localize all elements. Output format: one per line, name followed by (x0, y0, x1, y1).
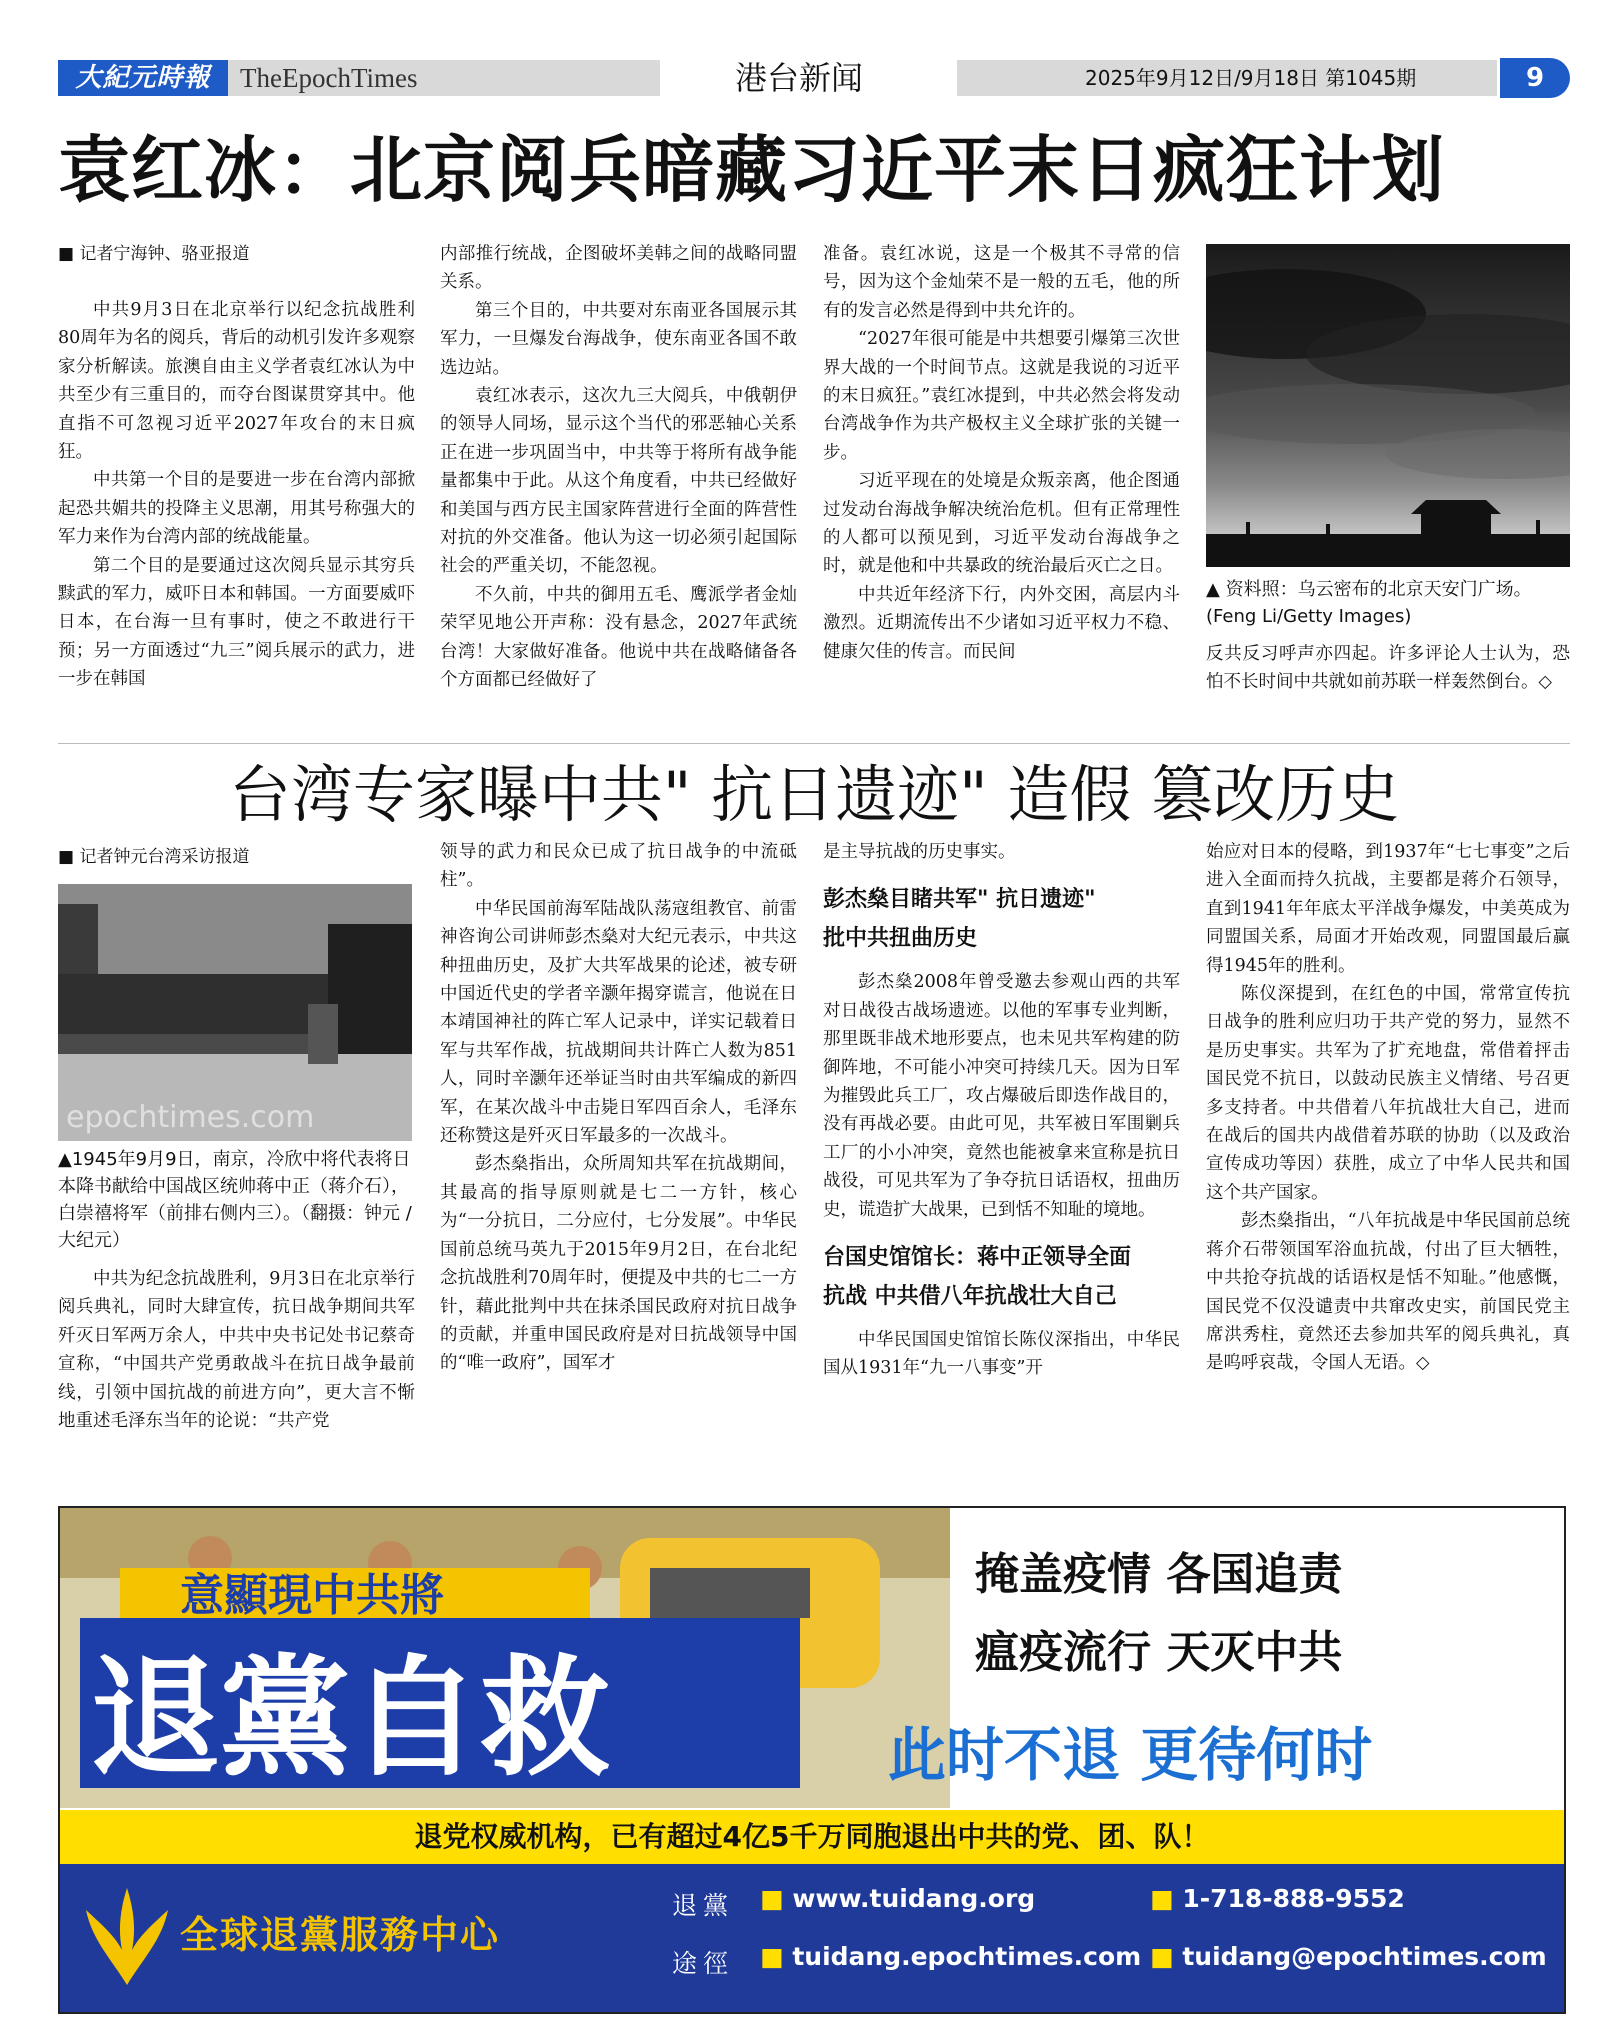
paragraph: 领导的武力和民众已成了抗日战争的中流砥柱”。 (440, 842, 797, 891)
ad-slogan-1: 掩盖疫情 各国追责 (975, 1549, 1343, 1600)
article1-column-1 (58, 240, 415, 694)
paragraph: 中共9月3日在北京举行以纪念抗战胜利80周年为名的阅兵，背后的动机引发许多观察家分析解读。旅澳自由主义学者袁红冰认为中共至少有三重目的，而夺台图谋贯穿其中。他直指不可忽视习近平2027年攻台的末日疯狂。 (58, 300, 415, 463)
section-title: 港台新闻 (735, 59, 864, 97)
phoenix-icon (82, 1880, 172, 1990)
issue-dateline: 2025年9月12日/9月18日 第1045期 (1085, 66, 1417, 90)
article1-headline: 袁红冰：北京阅兵暗藏习近平末日疯狂计划 (58, 128, 1446, 212)
paragraph: 是主导抗战的历史事实。 (823, 842, 1016, 862)
newspaper-logo-english: TheEpochTimes (240, 63, 418, 93)
paragraph: 彭杰燊指出，众所周知共军在抗战期间，其最高的指导原则就是七二一方针，核心为“一分抗日，二分应付，七分发展”。中华民国前总统马英九于2015年9月2日，在台北纪念抗战胜利70周年时，便提及中共的七二一方针，藉此批判中共在抹杀国民政府对抗日战争的贡献，并重申国民政府是对日抗战领导中国的“唯一政府”，国军才 (440, 1154, 797, 1374)
subhead-2 (823, 1238, 1180, 1316)
page-number: 9 (1500, 58, 1570, 98)
paragraph: 不久前，中共的御用五毛、鹰派学者金灿荣罕见地公开声称：没有悬念，2027年武统台湾！大家做好准备。他说中共在战略储备各个方面都已经做好了 (440, 584, 797, 691)
article2-column-4 (1206, 838, 1570, 1378)
ad-yellow-banner: 退党权威机构，已有超过4亿5千万同胞退出中共的党、团、队！ (60, 1810, 1564, 1864)
banner-main-text: 退黨自救 (90, 1642, 611, 1794)
subhead-1 (823, 880, 1180, 958)
article1-byline: ■ 记者宁海钟、骆亚报道 (58, 240, 415, 268)
article1-column-2 (440, 240, 797, 695)
paragraph: 陈仪深提到，在红色的中国，常常宣传抗日战争的胜利应归功于共产党的努力，显然不是历史事实。共军为了扩充地盘，常借着抨击国民党不抗日，以鼓动民族主义情绪、号召更多支持者。中共借着八年抗战壮大自己，进而在战后的国共内战借着苏联的协助（以及政治宣传成功等因）获胜，成立了中华人民共和国这个共产国家。 (1206, 984, 1570, 1203)
paragraph: 第三个目的，中共要对东南亚各国展示其军力，一旦爆发台海战争，使东南亚各国不敢选边站。 (440, 300, 797, 378)
newspaper-logo-chinese: 大紀元時報 (58, 60, 228, 96)
email-link[interactable]: ■ tuidang@epochtimes.com (1150, 1942, 1547, 1971)
article1-column-4 (1206, 640, 1570, 697)
paragraph: 第二个目的是要通过这次阅兵显示其穷兵黩武的军力，威吓日本和韩国。一方面要威吓日本，在台海一旦有事时，使之不敢进行干预；另一方面透过“九三”阅兵展示的武力，进一步在韩国 (58, 555, 415, 690)
tuidang-advertisement (58, 1506, 1566, 2014)
ad-slogan-3: 此时不退 更待何时 (888, 1721, 1373, 1789)
subhead-2-line-1: 台国史馆馆长：蒋中正领导全面 (823, 1245, 1132, 1271)
paragraph: 彭杰燊2008年曾受邀去参观山西的共军对日战役古战场遗迹。以他的军事专业判断，那里既非战术地形要点，也未见共军构建的防御阵地，不可能小冲突可持续几天。因为日军为摧毁此兵工厂，攻占爆破后即迭作战目的，没有再战必要。由此可见，共军被日军围剿兵工厂的小小冲突，竟然也能被拿来宣称是抗日战役，可见共军为了争夺抗日话语权，扭曲历史，谎造扩大战果，已到恬不知耻的境地。 (823, 972, 1180, 1220)
paragraph: 袁红冰表示，这次九三大阅兵，中俄朝伊的领导人同场，显示这个当代的邪恶轴心关系正在进一步巩固当中，中共等于将所有战争能量都集中于此。从这个角度看，中共已经做好和美国与西方民主国家阵营进行全面的阵营性对抗的外交准备。他认为这一切必须引起国际社会的严重关切，不能忽视。 (440, 386, 797, 577)
paragraph: 中共为纪念抗战胜利，9月3日在北京举行阅兵典礼，同时大肆宣传，抗日战争期间共军歼灭日军两万余人，中共中央书记处书记蔡奇宣称，“中国共产党勇敢战斗在抗日战争最前线，引领中国抗战的前进方向”，更大言不惭地重述毛泽东当年的论说：“共产党 (58, 1269, 415, 1432)
tiananmen-cloud-photo (1206, 244, 1570, 567)
article2-column-1 (58, 1265, 415, 1435)
subhead-1-line-2: 批中共扭曲历史 (823, 926, 978, 952)
ad-center-name: 全球退黨服務中心 (180, 1913, 501, 1957)
paragraph: 内部推行统战，企图破坏美韩之间的战略同盟关系。 (440, 244, 797, 293)
article2-byline: ■ 记者钟元台湾采访报道 (58, 843, 418, 871)
article2-column-3 (823, 838, 1180, 1383)
ad-rally-photo (60, 1508, 950, 1808)
paragraph: 中共近年经济下行，内外交困，高层内斗激烈。近期流传出不少诸如习近平权力不稳、健康欠佳的传言。而民间 (823, 584, 1180, 662)
ad-slogan-2: 瘟疫流行 天灭中共 (975, 1627, 1343, 1678)
article1-photo-caption: ▲ 资料照：乌云密布的北京天安门广场。(Feng Li/Getty Images) (1206, 579, 1532, 627)
article2-photo-caption: ▲1945年9月9日，南京，冷欣中将代表将日本降书献给中国战区统帅蒋中正（蒋介石），白崇禧将军（前排右侧内三）。（翻摄：钟元 / 大纪元） (58, 1149, 412, 1251)
route-label-2: 途徑 (672, 1949, 735, 1978)
surrender-ceremony-photo (58, 884, 412, 1141)
paragraph: 中华民国前海军陆战队荡寇组教官、前雷神咨询公司讲师彭杰燊对大纪元表示，中共这种扭曲历史，及扩大共军战果的论述，被专研中国近代史的学者辛灏年揭穿谎言，他说在日本靖国神社的阵亡军人记录中，详实记载着日军与共军作战，抗战期间共计阵亡人数为851人，同时辛灏年还举证当时由共军编成的新四军，在某次战斗中击毙日军四百余人，毛泽东还称赞这是歼灭日军最多的一次战斗。 (440, 898, 797, 1147)
article2-headline: 台湾专家曝中共" 抗日遗迹" 造假 篡改历史 (228, 758, 1400, 831)
paragraph: 彭杰燊指出，“八年抗战是中华民国前总统蒋介石带领国军浴血抗战，付出了巨大牺牲，中共抢夺抗战的话语权是恬不知耻。”他感慨，国民党不仅没谴责中共窜改史实，前国民党主席洪秀柱，竟然还去参加共军的阅兵典礼，真是呜呼哀哉，令国人无语。◇ (1206, 1211, 1570, 1374)
paragraph: 中共第一个目的是要进一步在台湾内部掀起恐共媚共的投降主义思潮，用其号称强大的军力来作为台湾内部的统战能量。 (58, 470, 415, 548)
paragraph: 反共反习呼声亦四起。许多评论人士认为，恐怕不长时间中共就如前苏联一样轰然倒台。◇ (1206, 644, 1570, 693)
paragraph: 始应对日本的侵略，到1937年“七七事变”之后进入全面而持久抗战，主要都是蒋介石领导，直到1941年年底太平洋战争爆发，中美英成为同盟国关系，局面才开始改观，同盟国最后赢得1945年的胜利。 (1206, 842, 1570, 976)
ad-contact-panel (60, 1864, 1564, 2012)
paragraph: “2027年很可能是中共想要引爆第三次世界大战的一个时间节点。这就是我说的习近平的末日疯狂。”袁红冰提到，中共必然会将发动台湾战争作为共产极权主义全球扩张的关键一步。 (823, 329, 1180, 463)
photo-watermark: epochtimes.com (66, 1100, 315, 1135)
article1-column-3 (823, 240, 1180, 666)
subhead-2-line-2: 抗战 中共借八年抗战壮大自己 (823, 1284, 1117, 1310)
phone-number[interactable]: ■ 1-718-888-9552 (1150, 1884, 1405, 1913)
subhead-1-line-1: 彭杰燊目睹共军" 抗日遗迹" (823, 887, 1096, 913)
paragraph: 习近平现在的处境是众叛亲离，他企图通过发动台海战争解决统治危机。但有正常理性的人都可以预见到，习近平发动台海战争之时，就是他和中共暴政的统治最后灭亡之日。 (823, 471, 1180, 577)
website-link-1[interactable]: ■ www.tuidang.org (760, 1884, 1035, 1913)
route-label-1: 退黨 (672, 1891, 735, 1920)
paragraph: 准备。袁红冰说，这是一个极其不寻常的信号，因为这个金灿荣不是一般的五毛，他的所有的发言必然是得到中共允许的。 (823, 244, 1180, 321)
website-link-2[interactable]: ■ tuidang.epochtimes.com (760, 1942, 1141, 1971)
paragraph: 中华民国国史馆馆长陈仪深指出，中华民国从1931年“九一八事变”开 (823, 1330, 1180, 1379)
banner-top-text: 意顯現中共將 (180, 1570, 444, 1621)
article2-column-2 (440, 838, 797, 1378)
article-divider (58, 743, 1570, 744)
